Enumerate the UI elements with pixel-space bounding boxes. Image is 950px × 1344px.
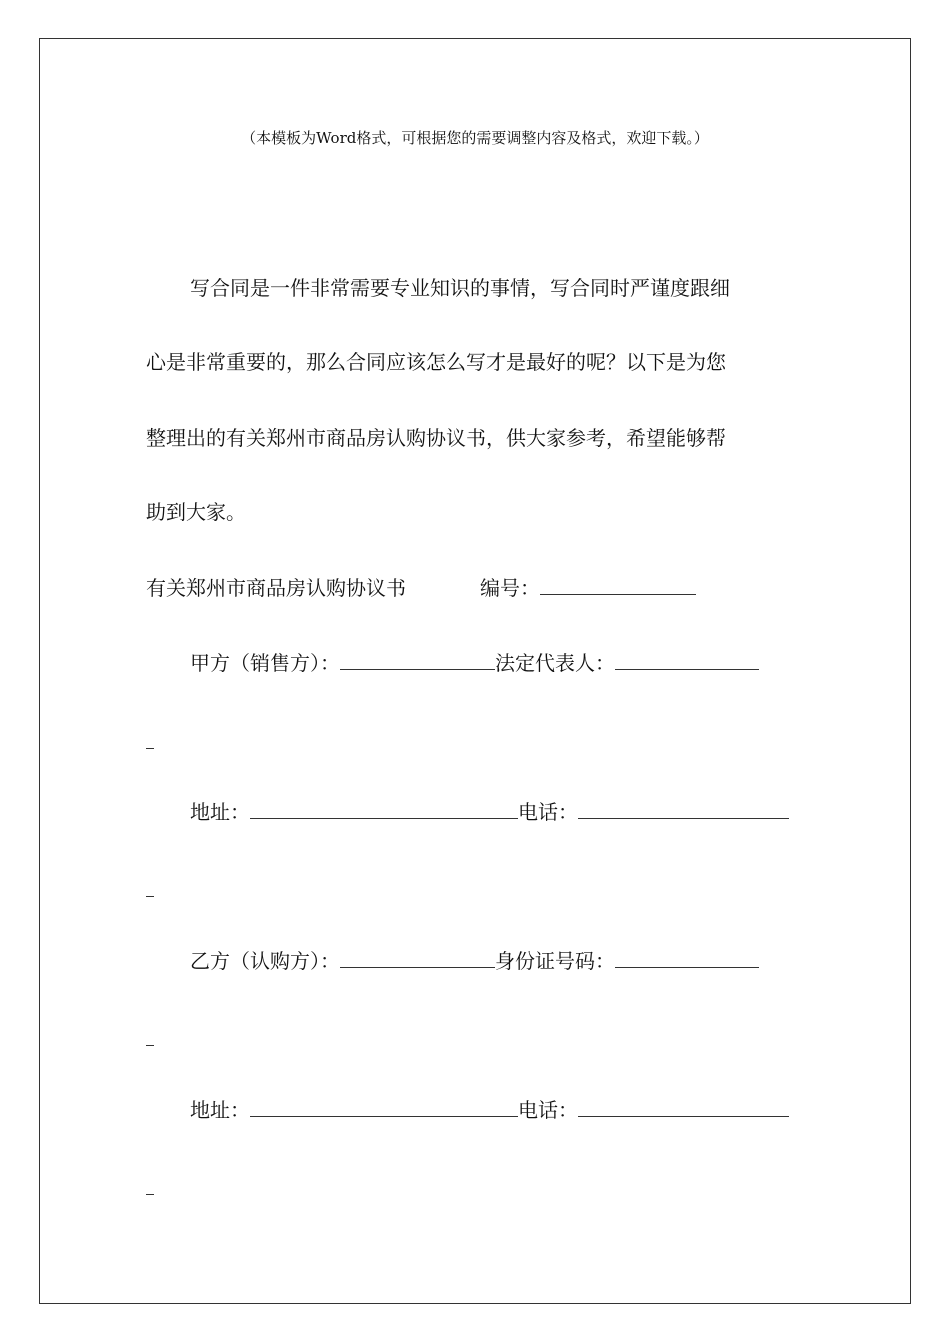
intro-line-4: 助到大家。 xyxy=(146,500,246,524)
party-a-address-row xyxy=(190,800,789,824)
party-a-name-label: 甲方（销售方）： xyxy=(190,651,340,675)
party-b-phone-blank-continued xyxy=(146,1194,154,1195)
party-a-phone-label: 电话： xyxy=(518,800,578,824)
party-b-address-row xyxy=(190,1098,789,1122)
party-a-rep-blank-continued xyxy=(146,748,154,749)
party-b-phone-label: 电话： xyxy=(518,1098,578,1122)
party-b-name-row xyxy=(190,949,759,973)
agreement-title-row xyxy=(146,576,406,600)
agreement-title: 有关郑州市商品房认购协议书 xyxy=(146,576,406,600)
party-b-name-blank[interactable] xyxy=(340,949,495,968)
party-a-phone-blank-continued xyxy=(146,896,154,897)
party-a-address-label: 地址： xyxy=(190,800,250,824)
party-a-address-blank[interactable] xyxy=(250,800,518,819)
party-a-rep-blank[interactable] xyxy=(615,651,759,670)
party-b-id-blank[interactable] xyxy=(615,949,759,968)
party-a-phone-blank[interactable] xyxy=(578,800,789,819)
template-notice: （本模板为Word格式，可根据您的需要调整内容及格式，欢迎下载。） xyxy=(241,129,709,147)
number-label: 编号： xyxy=(480,576,540,600)
party-b-id-label: 身份证号码： xyxy=(495,949,615,973)
party-a-name-blank[interactable] xyxy=(340,651,495,670)
party-b-id-blank-continued xyxy=(146,1045,154,1046)
party-b-name-label: 乙方（认购方）： xyxy=(190,949,340,973)
party-a-rep-label: 法定代表人： xyxy=(495,651,615,675)
intro-line-1: 写合同是一件非常需要专业知识的事情，写合同时严谨度跟细 xyxy=(190,276,730,300)
party-a-name-row xyxy=(190,651,759,675)
party-b-phone-blank[interactable] xyxy=(578,1098,789,1117)
number-blank[interactable] xyxy=(540,576,696,595)
party-b-address-blank[interactable] xyxy=(250,1098,518,1117)
number-row xyxy=(480,576,696,600)
party-b-address-label: 地址： xyxy=(190,1098,250,1122)
intro-line-3: 整理出的有关郑州市商品房认购协议书，供大家参考，希望能够帮 xyxy=(146,426,726,450)
intro-line-2: 心是非常重要的，那么合同应该怎么写才是最好的呢？以下是为您 xyxy=(146,350,726,374)
